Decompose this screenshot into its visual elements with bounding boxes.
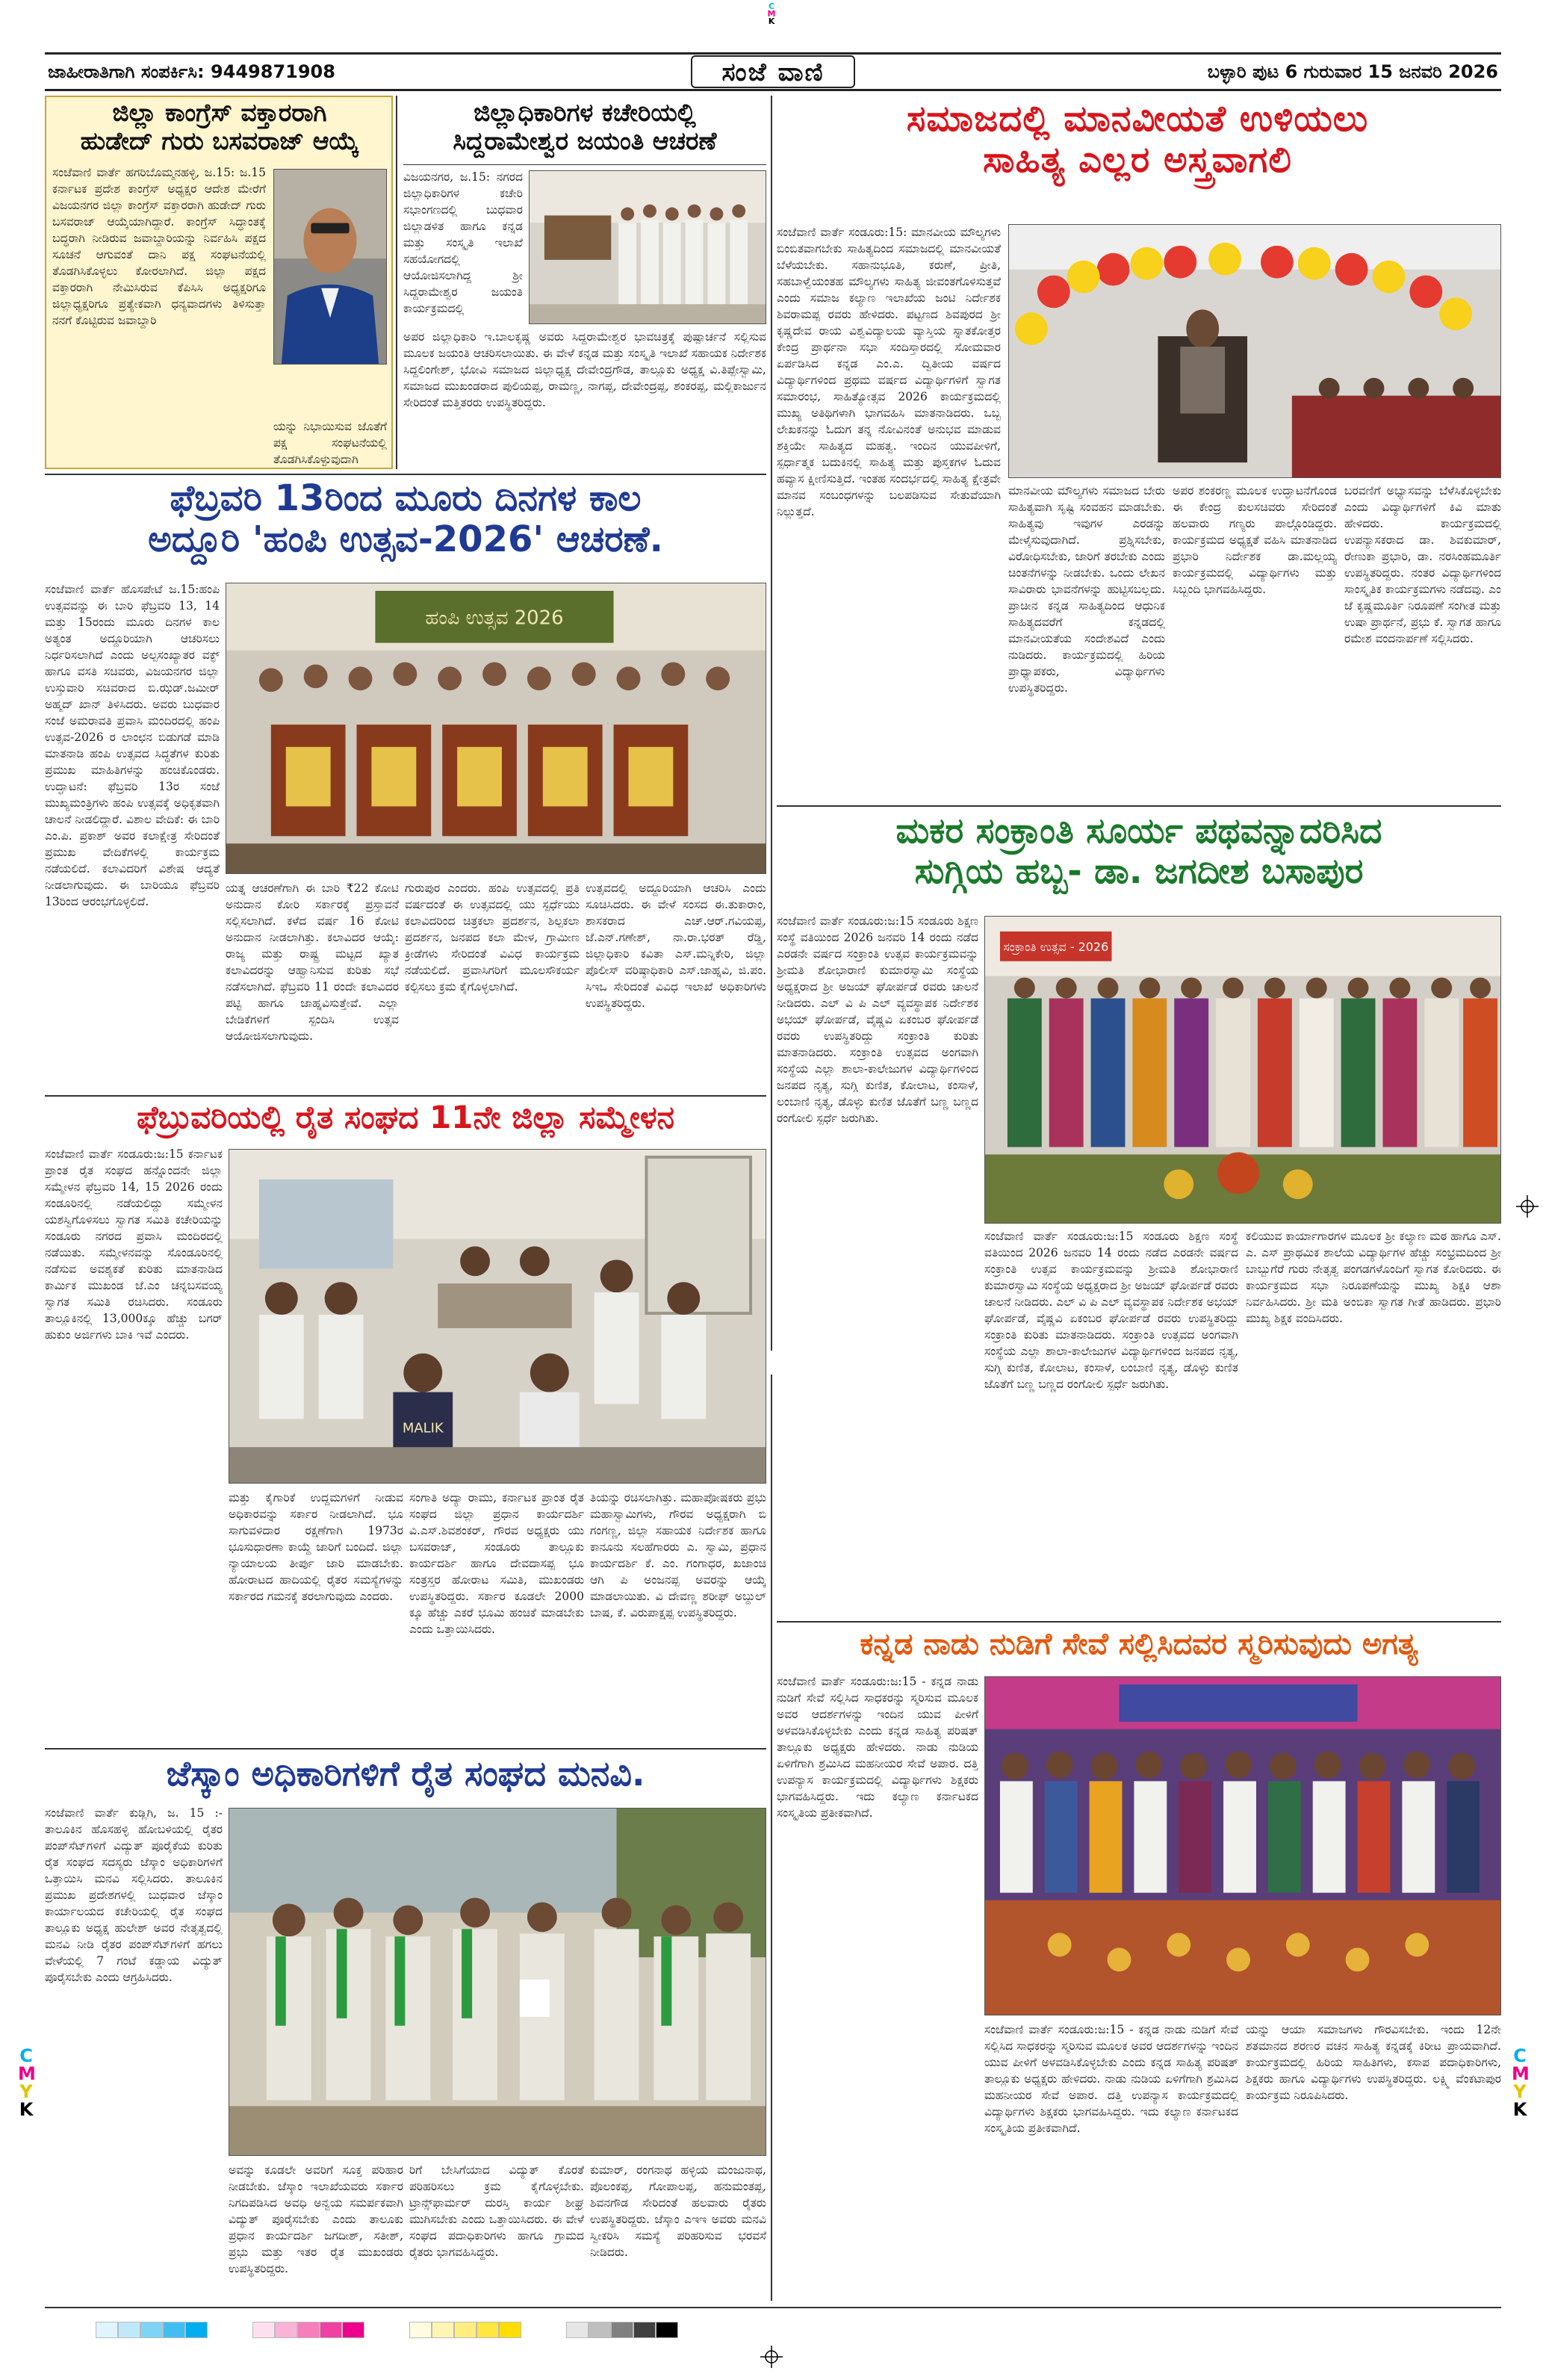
a6-col-mid2: ಸಂಗಾತಿ ಅದ್ಯಾ ರಾಮು, ಕರ್ನಾಟಕ ಪ್ರಾಂತ ರೈತ ಸಂಘದ ಜಿಲ್ಲಾ ಪ್ರಧಾನ ಕಾರ್ಯದರ್ಶಿ ವಿ.ಎಸ್.ಶಿವಶಂಕರ್, ಗೌರವ ಅಧ್ಯಕ್ಷರು ಯು ಬಸವರಾಜ್, ಸಂಡೂರು ತಾಲ್ಲೂಕು ಕಾರ್ಯದರ್ಶಿ ಹಾಗೂ ದೇವದಾಸಪ್ಪ ಭೂ ಸಂತ್ರಸ್ತರ ಹೋರಾಟ ಸಮಿತಿ, ಮುಖಂಡರು ಉಪಸ್ಥಿತರಿದ್ದರು. ಸರ್ಕಾರ ಕೂಡಲೇ 2000 ಕ್ಕೂ ಹೆಚ್ಚು ಎಕರೆ ಭೂಮಿ ಹಂಚಿಕೆ ಮಾಡಬೇಕು ಎಂದು ಒತ್ತಾಯಿಸಿದರು. bbox=[409, 1491, 584, 1636]
a1-portrait-photo bbox=[273, 169, 387, 365]
cmyk-right-y: Y bbox=[1513, 2081, 1527, 2102]
a4-col-mid2: ಗುರುಪುರ ಎಂದರು. ಹಂಪಿ ಉತ್ಸವದಲ್ಲಿ ಪ್ರತಿ ವರ್ಷದಂತೆ ಈ ಉತ್ಸವದಲ್ಲಿ ಯು ಸ್ಪರ್ಧೆಯು ಕಲಾವಿದರಿಂದ ಚಿತ್ರಕಲಾ ಪ್ರದರ್ಶನ, ಶಿಲ್ಪಕಲಾ ಪ್ರದರ್ಶನ, ಜನಪದ ಕಲಾ ಮೇಳ, ಗ್ರಾಮೀಣ ಕ್ರೀಡೆಗಳು ಸೇರಿದಂತೆ ವಿವಿಧ ಕಾರ್ಯಕ್ರಮ ನಡೆಯಲಿದೆ. ಪ್ರವಾಸಿಗರಿಗೆ ಮೂಲಸೌಕರ್ಯ ಕಲ್ಪಿಸಲು ಕ್ರಮ ಕೈಗೊಳ್ಳಲಾಗಿದೆ. bbox=[405, 881, 580, 994]
column-rule bbox=[771, 1375, 772, 2301]
ad-contact-line: ಜಾಹೀರಾತಿಗಾಗಿ ಸಂಪರ್ಕಿಸಿ: 9449871908 bbox=[48, 61, 335, 82]
hampi-banner-text: ಹಂಪಿ ಉತ್ಸವ 2026 bbox=[425, 607, 564, 630]
color-calibration-strip bbox=[96, 2322, 678, 2338]
a5-top-rule bbox=[777, 805, 1501, 807]
a4-headline bbox=[45, 478, 766, 560]
swatch-yellow-75 bbox=[476, 2322, 499, 2338]
a8-col-mid: ಅವನ್ನು ಕೂಡಲೇ ಅವರಿಗೆ ಸೂಕ್ತ ಪರಿಹಾರ ನೀಡಬೇಕು. ಜೆಸ್ಕಾಂ ಇಲಾಖೆಯವರು ಸರ್ಕಾರ ನಿಗದಿಪಡಿಸಿದ ಅವಧಿ ಅನ್ವಯ ಸಮರ್ಪಕವಾಗಿ ವಿದ್ಯುತ್ ಪೂರೈಸಬೇಕು ಎಂದು ತಾಲೂಕು ಪ್ರಧಾನ ಕಾರ್ಯದರ್ಶಿ ಜಗದೀಶ್, ಸತೀಶ್, ಪ್ರಭು ಮತ್ತು ಇತರ ರೈತ ಮುಖಂಡರು ಉಪಸ್ಥಿತರಿದ್ದರು. bbox=[229, 2163, 403, 2275]
a2-body-full: ಅಪರ ಜಿಲ್ಲಾಧಿಕಾರಿ ಇ.ಬಾಲಕೃಷ್ಣ ಅವರು ಸಿದ್ದರಾಮೇಶ್ವರ ಭಾವಚಿತ್ರಕ್ಕೆ ಪುಷ್ಪಾರ್ಚನೆ ಸಲ್ಲಿಸುವ ಮೂಲಕ ಜಯಂತಿ ಆಚರಿಸಲಾಯಿತು. ಈ ವೇಳೆ ಕನ್ನಡ ಮತ್ತು ಸಂಸ್ಕೃತಿ ಇಲಾಖೆ ಸಹಾಯಕ ನಿರ್ದೇಶಕ ಸಿದ್ದಲಿಂಗೇಶ್, ಭೋವಿ ಸಮಾಜದ ಜಿಲ್ಲಾಧ್ಯಕ್ಷ ದೇವೇಂದ್ರಗೌಡ, ತಾಲ್ಲೂಕು ಅಧ್ಯಕ್ಷ ವಿ.ತಿಪ್ಪೇಸ್ವಾಮಿ, ಸಮಾಜದ ಮುಖಂಡರಾದ ಪುಲಿಯಪ್ಪ, ರಾಮಣ್ಣ, ನಾಗಪ್ಪ, ದೇವೇಂದ್ರಪ್ಪ, ಶಂಕರಪ್ಪ, ಮಲ್ಲಿಕಾರ್ಜುನ ಸೇರಿದಂತೆ ಮತ್ತಿತರರು ಉಪಸ್ಥಿತರಿದ್ದರು. bbox=[403, 330, 766, 409]
swatch-magenta-25 bbox=[275, 2322, 297, 2338]
cmyk-right-marker bbox=[1512, 2047, 1528, 2119]
swatch-magenta-10 bbox=[252, 2322, 275, 2338]
a6-meeting-photo bbox=[229, 1149, 766, 1484]
newspaper-brand: ಸಂಜೆ ವಾಣಿ bbox=[691, 55, 855, 88]
swatch-yellow-100 bbox=[499, 2322, 521, 2338]
masthead bbox=[45, 52, 1501, 91]
a4-event-photo bbox=[226, 583, 766, 874]
dateline: ಬಳ್ಳಾರಿ ಪುಟ 6 ಗುರುವಾರ 15 ಜನವರಿ 2026 bbox=[1207, 61, 1498, 82]
reg-c: C bbox=[768, 1, 775, 11]
page-bottom-rule bbox=[45, 2307, 1501, 2308]
a7-col-mid: ಸಂಜೆವಾಣಿ ವಾರ್ತೆ ಸಂಡೂರು:ಜ:15 - ಕನ್ನಡ ನಾಡು ನುಡಿಗೆ ಸೇವೆ ಸಲ್ಲಿಸಿದ ಸಾಧಕರನ್ನು ಸ್ಮರಿಸುವ ಮೂಲಕ ಅವರ ಆದರ್ಶಗಳನ್ನು ಇಂದಿನ ಯುವ ಪೀಳಿಗೆ ಅಳವಡಿಸಿಕೊಳ್ಳಬೇಕು ಎಂದು ಕನ್ನಡ ಸಾಹಿತ್ಯ ಪರಿಷತ್ ತಾಲ್ಲೂಕು ಅಧ್ಯಕ್ಷರು ಹೇಳಿದರು. ನಾಡು ನುಡಿಯ ಏಳಿಗೆಗಾಗಿ ಶ್ರಮಿಸಿದ ಮಹನೀಯರ ಸೇವೆ ಅಪಾರ. ದತ್ತಿ ಉಪನ್ಯಾಸ ಕಾರ್ಯಕ್ರಮದಲ್ಲಿ ವಿದ್ಯಾರ್ಥಿಗಳು ಶಿಕ್ಷಕರು ಭಾಗವಹಿಸಿದ್ದರು. ಇದು ಕಲ್ಯಾಣ ಕರ್ನಾಟಕದ ಸಂಸ್ಕೃತಿಯ ಪ್ರತೀಕವಾಗಿದೆ. bbox=[984, 2023, 1238, 2135]
swatch-black-10 bbox=[566, 2322, 589, 2338]
cmyk-left-y: Y bbox=[19, 2081, 33, 2102]
cmyk-right-c: C bbox=[1513, 2045, 1527, 2066]
reg-m: M bbox=[767, 9, 776, 19]
swatch-magenta-50 bbox=[297, 2322, 320, 2338]
a6-col-left: ಸಂಜೆವಾಣಿ ವಾರ್ತೆ ಸಂಡೂರು:ಜ:15 ಕರ್ನಾಟಕ ಪ್ರಾಂತ ರೈತ ಸಂಘದ ಹನ್ನೊಂದನೇ ಜಿಲ್ಲಾ ಸಮ್ಮೇಳನ ಫೆಬ್ರವರಿ 14, 15 2026 ರಂದು ಸಂಡೂರಿನಲ್ಲಿ ನಡೆಯಲಿದ್ದು ಸಮ್ಮೇಳನ ಯಶಸ್ವಿಗೊಳಿಸಲು ಸ್ವಾಗತ ಸಮಿತಿ ಕಚೇರಿಯನ್ನು ಸಂಡೂರು ನಗರದ ಪ್ರವಾಸಿ ಮಂದಿರದಲ್ಲಿ ನಡೆಯಿತು. ಸಮ್ಮೇಳನವನ್ನು ಸೊಂಡೂರಿನಲ್ಲಿ ನಡೆಸುವ ಅವಶ್ಯಕತೆ ಕುರಿತು ಮಾತನಾಡಿದ ಕಾರ್ಮಿಕ ಮುಖಂಡ ಜೆ.ಎಂ ಚನ್ನಬಸವಯ್ಯ ಸ್ವಾಗತ ಸಮಿತಿ ರಚಿಸಿದರು. ಸಂಡೂರು ತಾಲ್ಲೂಕಿನಲ್ಲಿ 13,000ಕ್ಕೂ ಹೆಚ್ಚು ಬಗರ್ ಹುಕುಂ ಅರ್ಜಿಗಳು ಬಾಕಿ ಇವೆ ಎಂದರು. bbox=[45, 1147, 223, 1342]
cmyk-left-k: K bbox=[19, 2099, 34, 2120]
a6-headline: ಫೆಬ್ರುವರಿಯಲ್ಲಿ ರೈತ ಸಂಘದ 11ನೇ ಜಿಲ್ಲಾ ಸಮ್ಮೇಳನ bbox=[136, 1099, 675, 1135]
a5-col-left: ಸಂಜೆವಾಣಿ ವಾರ್ತೆ ಸಂಡೂರು:ಜ:15 ಸಂಡೂರು ಶಿಕ್ಷಣ ಸಂಸ್ಥೆ ವತಿಯಿಂದ 2026 ಜನವರಿ 14 ರಂದು ನಡೆದ ಎರಡನೇ ವರ್ಷದ ಸಂಕ್ರಾಂತಿ ಉತ್ಸವ ಕಾರ್ಯಕ್ರಮವನ್ನು ಶ್ರೀಮತಿ ಶೋಭಾರಾಣಿ ಕುಮಾರಸ್ವಾಮಿ ಸಂಸ್ಥೆಯ ಅಧ್ಯಕ್ಷರಾದ ಶ್ರೀ ಅಜಯ್ ಘೋರ್ಪಡೆ ರವರು ಚಾಲನೆ ನೀಡಿದರು. ಎಲ್ ವಿ ಪಿ ಎಲ್ ವ್ಯವಸ್ಥಾಪಕ ನಿರ್ದೇಶಕ ಅಭಯ್ ಘೋರ್ಪಡೆ, ವೈಷ್ಣವಿ ಏಕಂಬರ ಘೋರ್ಪಡೆ ರವರು ಉಪಸ್ಥಿತರಿದ್ದು ಸಂಕ್ರಾಂತಿ ಕುರಿತು ಮಾತನಾಡಿದರು. ಸಂಕ್ರಾಂತಿ ಉತ್ಸವದ ಅಂಗವಾಗಿ ಸಂಸ್ಥೆಯ ಎಲ್ಲಾ ಶಾಲಾ-ಕಾಲೇಜುಗಳ ವಿದ್ಯಾರ್ಥಿಗಳಿಂದ ಜನಪದ ನೃತ್ಯ, ಸುಗ್ಗಿ ಕುಣಿತ, ಕೋಲಾಟ, ಕಂಸಾಳೆ, ಲಂಬಾಣಿ ನೃತ್ಯ, ಡೊಳ್ಳು ಕುಣಿತ ಜೊತೆಗೆ ಬಣ್ಣ ಬಣ್ಣದ ರಂಗೋಲಿ ಸ್ಪರ್ಧೆ ಜರುಗಿತು. bbox=[777, 914, 978, 1125]
a3-col1: ಸಂಜೆವಾಣಿ ವಾರ್ತೆ ಸಂಡೂರು:15: ಮಾನವೀಯ ಮೌಲ್ಯಗಳು ಬಿಂಬಿತವಾಗಬೇಕು ಸಾಹಿತ್ಯದಿಂದ ಸಮಾಜದಲ್ಲಿ ಮಾನವೀಯತೆ ಬೆಳೆಯಬೇಕು. ಸಹಾನುಭೂತಿ, ಕರುಣೆ, ಪ್ರೀತಿ, ಸಹಬಾಳ್ವೆಯಂತಹ ಮೌಲ್ಯಗಳು ಸಾಹಿತ್ಯ ಜೀವಂತಗೊಳಿಸುತ್ತವೆ ಎಂದು ಸಮಾಜ ಕಲ್ಯಾಣ ಇಲಾಖೆಯ ಜಂಟಿ ನಿರ್ದೇಶಕ ಶಿವರಾಮಪ್ಪ ರವರು ಹೇಳಿದರು. ಪಟ್ಟಣದ ಶಿವಪುರದ ಶ್ರೀ ಕೃಷ್ಣದೇವ ರಾಯ ವಿಶ್ವವಿದ್ಯಾಲಯ ವ್ಯಾಸ್ತಿಯ ಸ್ನಾತಕೋತ್ತರ ಕೇಂದ್ರ ಪ್ರಾರ್ಥನಾ ಸಭಾ ಸಂದಿಸ್ತಾರದಲ್ಲಿ ಸೋಮವಾರ ಏರ್ಪಡಿಸಿದ ಕನ್ನಡ ಎಂ.ಎ. ದ್ವಿತೀಯ ವರ್ಷದ ವಿದ್ಯಾರ್ಥಿಗಳಿಂದ ಪ್ರಥಮ ವರ್ಷದ ವಿದ್ಯಾರ್ಥಿಗಳಿಗೆ ಸ್ವಾಗತ ಸಮಾರಂಭ, ಸಾಹಿತ್ಯೋತ್ಸವ 2026 ಕಾರ್ಯಕ್ರಮದಲ್ಲಿ ಮುಖ್ಯ ಅತಿಥಿಗಳಾಗಿ ಭಾಗವಹಿಸಿ ಮಾತನಾಡಿದರು. ಒಬ್ಬ ಲೇಖಕನನ್ನು ಓದುಗ ತನ್ನ ನೋವಿನಂತೆ ಅನುಭವ ಮಾಡುವ ಶಕ್ತಿಯೇ ಸಾಹಿತ್ಯದ ಮಹತ್ವ. ಇಂದಿನ ಯುವಪೀಳಿಗೆ, ಸ್ಪರ್ಧಾತ್ಮಕ ಬದುಕಿನಲ್ಲಿ ಸಾಹಿತ್ಯ ಮತ್ತು ಪುಸ್ತಕಗಳ ಓದುವ ಹವ್ಯಾಸ ಕ್ಷೀಣಿಸುತ್ತಿದೆ. ಇಂತಹ ಸಂದರ್ಭದಲ್ಲಿ ಸಾಹಿತ್ಯ ಕ್ಷೇತ್ರವೇ ಮಾನವ ಸಂಬಂಧಗಳನ್ನು ಬಲಪಡಿಸುವ ಸೇತುವೆಯಾಗಿ ನಿಲ್ಲುತ್ತದೆ. bbox=[777, 226, 1001, 518]
a3-headline bbox=[777, 99, 1498, 181]
a4-headline-line2: ಅದ್ದೂರಿ 'ಹಂಪಿ ಉತ್ಸವ-2026' ಆಚರಣೆ. bbox=[148, 518, 663, 561]
swatch-cyan-75 bbox=[163, 2322, 185, 2338]
a8-headline: ಜೆಸ್ಕಾಂ ಅಧಿಕಾರಿಗಳಿಗೆ ರೈತ ಸಂಘದ ಮನವಿ. bbox=[166, 1753, 645, 1794]
column-rule bbox=[396, 96, 397, 469]
a8-col-mid2: ರಿಗೆ ಬೇಸಿಗೆಯಾದ ವಿದ್ಯುತ್ ಕೊರತೆ ಪರಿಹರಿಸಲು ಕ್ರಮ ಕೈಗೊಳ್ಳಬೇಕು. ಟ್ರಾನ್ಸ್‌ಫಾರ್ಮರ್ ದುರಸ್ತಿ ಕಾರ್ಯ ಶೀಘ್ರ ಮುಗಿಸಬೇಕು ಎಂದು ಒತ್ತಾಯಿಸಿದರು. ಈ ವೇಳೆ ಸಂಘದ ಪದಾಧಿಕಾರಿಗಳು ಹಾಗೂ ಗ್ರಾಮದ ರೈತರು ಭಾಗವಹಿಸಿದ್ದರು. bbox=[409, 2163, 584, 2259]
swatch-cyan-25 bbox=[118, 2322, 140, 2338]
raitha-shirt-text: MALIK bbox=[402, 1420, 444, 1437]
swatch-black-100 bbox=[656, 2322, 678, 2338]
a4-col-mid: ಯತ್ನ ಆಚರಣೆಗಾಗಿ ಈ ಬಾರಿ ₹22 ಕೋಟಿ ಅನುದಾನ ಕೋರಿ ಸರ್ಕಾರಕ್ಕೆ ಪ್ರಸ್ತಾವನೆ ಸಲ್ಲಿಸಲಾಗಿದೆ. ಕಳೆದ ವರ್ಷ 16 ಕೋಟಿ ಅನುದಾನ ನೀಡಲಾಗಿತ್ತು. ಕಲಾವಿದರ ಆಯ್ಕೆ: ರಾಜ್ಯ ಮತ್ತು ರಾಷ್ಟ್ರ ಮಟ್ಟದ ಖ್ಯಾತ ಕಲಾವಿದರನ್ನು ಆಹ್ವಾನಿಸುವ ಕುರಿತು ಸಭೆ ನಡೆಸಲಾಗಿದೆ. ಫೆಬ್ರವರಿ 11 ರಂದೇ ಕಲಾವಿದರ ಪಟ್ಟಿ ಹಾಗೂ ಜಾಹ್ನವಿಸುತ್ತೇವೆ. ಎಲ್ಲಾ ಬೇಡಿಕೆಗಳಿಗೆ ಸ್ಪಂದಿಸಿ ಉತ್ಸವ ಆಯೋಜಿಸಲಾಗುವುದು. bbox=[226, 881, 399, 1043]
a3-col4: ಬರವಣಿಗೆ ಅಭ್ಯಾಸವನ್ನು ಬೆಳೆಸಿಕೊಳ್ಳಬೇಕು ಎಂದು ವಿದ್ಯಾರ್ಥಿಗಳಿಗೆ ಕಿವಿ ಮಾತು ಹೇಳಿದರು. ಕಾರ್ಯಕ್ರಮದಲ್ಲಿ ಉಪನ್ಯಾಸಕರಾದ ಡಾ. ಶಿವಕುಮಾರ್, ರೇಣುಕಾ ಪ್ರಭಾರಿ, ಡಾ. ನರಸಿಂಹಮೂರ್ತಿ ಉಪಸ್ಥಿತರಿದ್ದರು. ನಂತರ ವಿದ್ಯಾರ್ಥಿಗಳಿಂದ ಸಾಂಸ್ಕೃತಿಕ ಕಾರ್ಯಕ್ರಮಗಳು ನಡೆದವು. ಎಂ ಜೆ ಕೃಷ್ಣಮೂರ್ತಿ ನಿರೂಪಣೆ ಸಂಗೀತ ಮತ್ತು ಉಷಾ ಪ್ರಾರ್ಥನೆ, ಪ್ರಭು ಕೆ. ಸ್ವಾಗತ ಹಾಗೂ ರಮೇಶ ವಂದನಾರ್ಪಣೆ ಸಲ್ಲಿಸಿದರು. bbox=[1344, 484, 1501, 645]
swatch-magenta-100 bbox=[342, 2322, 364, 2338]
swatch-yellow-10 bbox=[409, 2322, 432, 2338]
a4-col-left: ಸಂಜೆವಾಣಿ ವಾರ್ತೆ ಹೊಸಪೇಟೆ ಜ.15:ಹಂಪಿ ಉತ್ಸವವನ್ನು ಈ ಬಾರಿ ಫೆಬ್ರವರಿ 13, 14 ಮತ್ತು 15ರಂದು ಮೂರು ದಿನಗಳ ಕಾಲ ಅತ್ಯಂತ ಅದ್ದೂರಿಯಾಗಿ ಆಚರಿಸಲು ನಿರ್ಧರಿಸಲಾಗಿದೆ ಎಂದು ಅಲ್ಪಸಂಖ್ಯಾತರ ವಕ್ಫ್ ಹಾಗೂ ವಸತಿ ಸಚಿವರು, ವಿಜಯನಗರ ಜಿಲ್ಲಾ ಉಸ್ತುವಾರಿ ಸಚಿವರಾದ ಬಿ.ಝಡ್.ಜಮೀರ್ ಅಹ್ಮದ್ ಖಾನ್ ತಿಳಿಸಿದರು. ಅವರು ಬುಧವಾರ ಸಂಜೆ ಅಮರಾವತಿ ಪ್ರವಾಸಿ ಮಂದಿರದಲ್ಲಿ ಹಂಪಿ ಉತ್ಸವ-2026 ರ ಲಾಂಛನ ಬಿಡುಗಡೆ ಮಾಡಿ ಮಾತನಾಡಿ ಹಂಪಿ ಉತ್ಸವದ ಸಿದ್ಧತೆಗಳ ಕುರಿತು ಪ್ರಮುಖ ಮಾಹಿತಿಗಳನ್ನು ಹಂಚಿಕೊಂಡರು. ಉದ್ಘಾಟನೆ: ಫೆಬ್ರವರಿ 13ರ ಸಂಜೆ ಮುಖ್ಯಮಂತ್ರಿಗಳು ಹಂಪಿ ಉತ್ಸವಕ್ಕೆ ಅಧಿಕೃತವಾಗಿ ಚಾಲನೆ ನೀಡಲಿದ್ದಾರೆ. ವಿಶಾಲ ವೇದಿಕೆ: ಈ ಬಾರಿ ಎಂ.ಪಿ. ಪ್ರಕಾಶ್ ಅವರ ಕಲಾಕ್ಷೇತ್ರ ಸೇರಿದಂತೆ ಪ್ರಮುಖ ವೇದಿಕೆಗಳಲ್ಲಿ ಕಾರ್ಯಕ್ರಮ ನಡೆಯಲಿದೆ. ಕಲಾವಿದರಿಗೆ ವಿಶೇಷ ಆದ್ಯತೆ ನೀಡಲಾಗುವುದು. ಈ ಬಾರಿಯೂ ಫೆಬ್ರವರಿ 13ರಿಂದ ಆರಂಭಗೊಳ್ಳಲಿದೆ. bbox=[45, 583, 220, 908]
a6-col-mid: ಮತ್ತು ಕೈಗಾರಿಕೆ ಉದ್ದಮಗಳಿಗೆ ನೀಡುವ ಅಧಿಕಾರವನ್ನು ಸರ್ಕಾರ ನೀಡಲಾಗಿದೆ. ಭೂ ಸಾಗುವಳಿದಾರ ರಕ್ಷಣೆಗಾಗಿ 1973ರ ಭೂಸುಧಾರಣಾ ಕಾಯ್ದೆ ಜಾರಿಗೆ ಬಂದಿದೆ. ಜಿಲ್ಲಾ ನ್ಯಾಯಾಲಯ ತೀರ್ಪು ಜಾರಿ ಮಾಡಬೇಕು. ಹೋರಾಟದ ಹಾದಿಯಲ್ಲಿ ರೈತರ ಸಮಸ್ಯೆಗಳನ್ನು ಸರ್ಕಾರದ ಗಮನಕ್ಕೆ ತರಲಾಗುವುದು ಎಂದರು. bbox=[229, 1491, 403, 1603]
a3-headline-line1: ಸಮಾಜದಲ್ಲಿ ಮಾನವೀಯತೆ ಉಳಿಯಲು bbox=[906, 98, 1369, 140]
a1-headline bbox=[49, 99, 390, 155]
a5-col-right: ಕಲಿಯುವ ಕಾರ್ಯಾಗಾರಗಳ ಮೂಲಕ ಶ್ರೀ ಕಲ್ಯಾಣ ಮಠ ಹಾಗೂ ಎಸ್. ಎ. ಎಸ್ ಪ್ರಾಥಮಿಕ ಶಾಲೆಯ ವಿದ್ಯಾರ್ಥಿಗಳ ಹೆಚ್ಚು ಸಂಭ್ರಮದಿಂದ ಶ್ರೀ ಬಾಬ್ಬುಗೆರೆ ಗುರು ನೇತೃತ್ವ ಪಂಗಡಗಳೊಂದಿಗೆ ಸ್ವಾಗತ ಕೋರಿದರು. ಈ ಕಾರ್ಯಕ್ರಮದ ಸಭಾ ನಿರೂಪಣೆಯನ್ನು ಮುಖ್ಯ ಶಿಕ್ಷಕಿ ಆಶಾ ನಿರ್ವಹಿಸಿದರು. ಶ್ರೀ ಮತಿ ಅಂಬಿಕಾ ಸ್ವಾಗತ ಗೀತೆ ಹಾಡಿದರು. ಪ್ರಭಾರಿ ಮುಖ್ಯ ಶಿಕ್ಷಕ ವಂದಿಸಿದರು. bbox=[1246, 1230, 1501, 1325]
a2-headline bbox=[403, 99, 766, 155]
registration-mark-top bbox=[759, 3, 784, 25]
a4-headline-line1: ಫೆಬ್ರವರಿ 13ರಿಂದ ಮೂರು ದಿನಗಳ ಕಾಲ bbox=[170, 477, 642, 519]
a1-headline-line1: ಜಿಲ್ಲಾ ಕಾಂಗ್ರೆಸ್ ವಕ್ತಾರರಾಗಿ bbox=[112, 98, 327, 127]
a3-event-photo bbox=[1008, 224, 1501, 478]
a7-headline: ಕನ್ನಡ ನಾಡು ನುಡಿಗೆ ಸೇವೆ ಸಲ್ಲಿಸಿದವರ ಸ್ಮರಿಸುವುದು ಅಗತ್ಯ bbox=[860, 1627, 1418, 1661]
cmyk-left-marker bbox=[18, 2047, 34, 2119]
a6-col-right: ತಿಯನ್ನು ರಚಿಸಲಾಗಿತ್ತು. ಮಹಾಪೋಷಕರು ಪ್ರಭು ಮಹಾಸ್ವಾಮಿಗಳು, ಗೌರವ ಅಧ್ಯಕ್ಷರಾಗಿ ಬಿ ಗಂಗಣ್ಣ, ಜಿಲ್ಲಾ ಸಹಾಯಕ ನಿರ್ದೇಶಕ ಹಾಗೂ ಕಾನೂನು ಸಲಹೆಗಾರರು ಎ. ಸ್ವಾಮಿ, ಪ್ರಧಾನ ಕಾರ್ಯದರ್ಶಿ ಕೆ. ಎಂ. ಗಂಗಾಧರ, ಖಜಾಂಚಿ ಆಗಿ ಪಿ ಅಂಜನಪ್ಪ ಅವರನ್ನು ಆಯ್ಕೆ ಮಾಡಲಾಯಿತು. ವಿ ದೇವಣ್ಣ ಶರೀಫ್ ಅಬ್ದುಲ್ ಬಾಷ, ಕೆ. ವಿರುಪಾಕ್ಷಪ್ಪ ಉಪಸ್ಥಿತರಿದ್ದರು. bbox=[590, 1491, 766, 1620]
swatch-cyan-100 bbox=[185, 2322, 208, 2338]
a8-col-right: ಕುಮಾರ್, ರಂಗನಾಥ ಹಳ್ಳಿಯ ಮಂಜುನಾಥ, ಪೊಲಂಕಪ್ಪ, ಗೋಪಾಲಪ್ಪ, ಹನುಮಂತಪ್ಪ, ಶಿವನಗೌಡ ಸೇರಿದಂತೆ ಹಲವಾರು ರೈತರು ಉಪಸ್ಥಿತರಿದ್ದರು. ಜೆಸ್ಕಾಂ ಎಇಇ ಅವರು ಮನವಿ ಸ್ವೀಕರಿಸಿ ಸಮಸ್ಯೆ ಪರಿಹರಿಸುವ ಭರವಸೆ ನೀಡಿದರು. bbox=[590, 2163, 766, 2259]
a8-event-photo bbox=[229, 1808, 766, 2156]
reg-k: K bbox=[768, 16, 775, 26]
a3-col2: ಮಾನವೀಯ ಮೌಲ್ಯಗಳು ಸಮಾಜದ ಬೇರು ಸಾಹಿತ್ಯವಾಗಿ ಸೃಷ್ಟಿ ಸಂವಹನ ಮಾಡಬೇಕು. ಸಾಹಿತ್ಯವು ಇವುಗಳ ಎರಡನ್ನು ಮೇಳೈಸುವುದಾಗಿದೆ. ಪ್ರಶ್ನಿಸಬೇಕು, ವಿರೋಧಿಸಬೇಕು, ಜಾರಿಗೆ ತರಬೇಕು ಎಂದು ಚಿಂತನೆಗಳನ್ನು ನೀಡಬೇಕು. ಒಂದು ಲೇಖನ ಸಾವಿರಾರು ಭಾವನೆಗಳನ್ನು ಹುಟ್ಟಿಸಬಲ್ಲದು. ಪ್ರಾಚೀನ ಕನ್ನಡ ಸಾಹಿತ್ಯದಿಂದ ಆಧುನಿಕ ಸಾಹಿತ್ಯದವರೆಗೆ ಕನ್ನಡದಲ್ಲಿ ಮಾನವೀಯತೆಯ ಸಂದೇಶವಿದೆ ಎಂದು ನುಡಿದರು. ಕಾರ್ಯಕ್ರಮದಲ್ಲಿ ಹಿರಿಯ ಪ್ರಾಧ್ಯಾಪಕರು, ವಿದ್ಯಾರ್ಥಿಗಳು ಉಪಸ್ಥಿತರಿದ್ದರು. bbox=[1008, 484, 1165, 695]
swatch-magenta-75 bbox=[320, 2322, 342, 2338]
a3-col3: ಅಪರ ಶಂಕರಣ್ಣ ಮೂಲಕ ಉದ್ಘಾಟನೆಗೊಂಡ ಈ ಕೇಂದ್ರ ಕುಲಸಚಿವರು ಸೇರಿದಂತೆ ಹಲವಾರು ಗಣ್ಯರು ಪಾಲ್ಗೊಂಡಿದ್ದರು. ಕಾರ್ಯಕ್ರಮದ ಅಧ್ಯಕ್ಷತೆ ವಹಿಸಿ ಮಾತನಾಡಿದ ಪ್ರಭಾರಿ ನಿರ್ದೇಶಕ ಡಾ.ಮಲ್ಲಯ್ಯ ಕಾರ್ಯಕ್ರಮದಲ್ಲಿ ವಿದ್ಯಾರ್ಥಿಗಳು ಮತ್ತು ಸಿಬ್ಬಂದಿ ಭಾಗವಹಿಸಿದ್ದರು. bbox=[1173, 484, 1337, 596]
registration-crosshair-icon bbox=[1516, 1195, 1539, 1218]
a1-headline-line2: ಹುಡೇದ್ ಗುರು ಬಸವರಾಜ್ ಆಯ್ಕೆ bbox=[80, 125, 359, 155]
sankranti-banner-text: ಸಂಕ್ರಾಂತಿ ಉತ್ಸವ - 2026 bbox=[1003, 939, 1109, 954]
swatch-black-25 bbox=[589, 2322, 611, 2338]
a5-col-mid: ಸಂಜೆವಾಣಿ ವಾರ್ತೆ ಸಂಡೂರು:ಜ:15 ಸಂಡೂರು ಶಿಕ್ಷಣ ಸಂಸ್ಥೆ ವತಿಯಿಂದ 2026 ಜನವರಿ 14 ರಂದು ನಡೆದ ಎರಡನೇ ವರ್ಷದ ಸಂಕ್ರಾಂತಿ ಉತ್ಸವ ಕಾರ್ಯಕ್ರಮವನ್ನು ಶ್ರೀಮತಿ ಶೋಭಾರಾಣಿ ಕುಮಾರಸ್ವಾಮಿ ಸಂಸ್ಥೆಯ ಅಧ್ಯಕ್ಷರಾದ ಶ್ರೀ ಅಜಯ್ ಘೋರ್ಪಡೆ ರವರು ಚಾಲನೆ ನೀಡಿದರು. ಎಲ್ ವಿ ಪಿ ಎಲ್ ವ್ಯವಸ್ಥಾಪಕ ನಿರ್ದೇಶಕ ಅಭಯ್ ಘೋರ್ಪಡೆ, ವೈಷ್ಣವಿ ಏಕಂಬರ ಘೋರ್ಪಡೆ ರವರು ಉಪಸ್ಥಿತರಿದ್ದು ಸಂಕ್ರಾಂತಿ ಕುರಿತು ಮಾತನಾಡಿದರು. ಸಂಕ್ರಾಂತಿ ಉತ್ಸವದ ಅಂಗವಾಗಿ ಸಂಸ್ಥೆಯ ಎಲ್ಲಾ ಶಾಲಾ-ಕಾಲೇಜುಗಳ ವಿದ್ಯಾರ್ಥಿಗಳಿಂದ ಜನಪದ ನೃತ್ಯ, ಸುಗ್ಗಿ ಕುಣಿತ, ಕೋಲಾಟ, ಕಂಸಾಳೆ, ಲಂಬಾಣಿ ನೃತ್ಯ, ಡೊಳ್ಳು ಕುಣಿತ ಜೊತೆಗೆ ಬಣ್ಣ ಬಣ್ಣದ ರಂಗೋಲಿ ಸ್ಪರ್ಧೆ ಜರುಗಿತು. bbox=[984, 1230, 1238, 1391]
a4-top-rule bbox=[45, 474, 766, 475]
swatch-black-50 bbox=[611, 2322, 633, 2338]
registration-crosshair-icon bbox=[760, 2346, 783, 2368]
cmyk-left-m: M bbox=[18, 2063, 36, 2084]
a4-col-right: ಉತ್ಸವದಲ್ಲಿ ಅದ್ದೂರಿಯಾಗಿ ಆಚರಿಸಿ ಎಂದು ಸೂಚಿಸಿದರು. ಈ ವೇಳೆ ಸಂಸದ ಈ.ತುಕಾರಾಂ, ಶಾಸಕರಾದ ಎಚ್.ಆರ್.ಗವಿಯಪ್ಪ, ಜೆ.ಎನ್.ಗಣೇಶ್, ನಾ.ರಾ.ಭರತ್ ರೆಡ್ಡಿ, ಜಿಲ್ಲಾಧಿಕಾರಿ ಕವಿತಾ ಎಸ್.ಮನ್ನಿಕೇರಿ, ಜಿಲ್ಲಾ ಪೊಲೀಸ್ ವರಿಷ್ಠಾಧಿಕಾರಿ ಎಸ್.ಜಾಹ್ನವಿ, ಜಿ.ಪಂ. ಸಿಇಒ ಸೇರಿದಂತೆ ವಿವಿಧ ಇಲಾಖೆ ಅಧಿಕಾರಿಗಳು ಉಪಸ್ಥಿತರಿದ್ದರು. bbox=[586, 881, 766, 1010]
a2-headline-line1: ಜಿಲ್ಲಾಧಿಕಾರಿಗಳ ಕಚೇರಿಯಲ್ಲಿ bbox=[474, 98, 696, 127]
swatch-yellow-50 bbox=[454, 2322, 476, 2338]
cmyk-right-m: M bbox=[1512, 2063, 1530, 2084]
a3-headline-line2: ಸಾಹಿತ್ಯ ಎಲ್ಲರ ಅಸ್ತ್ರವಾಗಲಿ bbox=[983, 139, 1292, 182]
a5-event-photo bbox=[984, 916, 1501, 1224]
a8-top-rule bbox=[45, 1748, 766, 1750]
a5-headline bbox=[777, 811, 1501, 892]
swatch-cyan-50 bbox=[140, 2322, 163, 2338]
swatch-cyan-10 bbox=[96, 2322, 118, 2338]
a7-col-left: ಸಂಜೆವಾಣಿ ವಾರ್ತೆ ಸಂಡೂರು:ಜ:15 - ಕನ್ನಡ ನಾಡು ನುಡಿಗೆ ಸೇವೆ ಸಲ್ಲಿಸಿದ ಸಾಧಕರನ್ನು ಸ್ಮರಿಸುವ ಮೂಲಕ ಅವರ ಆದರ್ಶಗಳನ್ನು ಇಂದಿನ ಯುವ ಪೀಳಿಗೆ ಅಳವಡಿಸಿಕೊಳ್ಳಬೇಕು ಎಂದು ಕನ್ನಡ ಸಾಹಿತ್ಯ ಪರಿಷತ್ ತಾಲ್ಲೂಕು ಅಧ್ಯಕ್ಷರು ಹೇಳಿದರು. ನಾಡು ನುಡಿಯ ಏಳಿಗೆಗಾಗಿ ಶ್ರಮಿಸಿದ ಮಹನೀಯರ ಸೇವೆ ಅಪಾರ. ದತ್ತಿ ಉಪನ್ಯಾಸ ಕಾರ್ಯಕ್ರಮದಲ್ಲಿ ವಿದ್ಯಾರ್ಥಿಗಳು ಶಿಕ್ಷಕರು ಭಾಗವಹಿಸಿದ್ದರು. ಇದು ಕಲ್ಯಾಣ ಕರ್ನಾಟಕದ ಸಂಸ್ಕೃತಿಯ ಪ್ರತೀಕವಾಗಿದೆ. bbox=[777, 1675, 978, 1820]
a2-headline-line2: ಸಿದ್ದರಾಮೇಶ್ವರ ಜಯಂತಿ ಆಚರಣೆ bbox=[453, 125, 717, 155]
a1-body-bottom: ಯನ್ನು ನಿಭಾಯಿಸುವ ಜೊತೆಗೆ ಪಕ್ಷ ಸಂಘಟನೆಯಲ್ಲಿ ತೊಡಗಿಸಿಕೊಳ್ಳುವುದಾಗಿ bbox=[273, 420, 387, 466]
a7-event-photo bbox=[984, 1676, 1501, 2015]
a8-col-left: ಸಂಜೆವಾಣಿ ವಾರ್ತೆ ಕುಡ್ಲಿಗಿ, ಜ. 15 :- ತಾಲೂಕಿನ ಹೊಸಹಳ್ಳಿ ಹೋಬಳಿಯಲ್ಲಿ ರೈತರ ಪಂಪ್‌ಸೆಟ್‌ಗಳಿಗೆ ವಿದ್ಯುತ್ ಪೂರೈಕೆಯ ಕುರಿತು ರೈತ ಸಂಘದ ಸದಸ್ಯರು ಜೆಸ್ಕಾಂ ಅಧಿಕಾರಿಗಳಿಗೆ ಒತ್ತಾಯಿಸಿ ಮನವಿ ಸಲ್ಲಿಸಿದರು. ತಾಲೂಕಿನ ಪ್ರಮುಖ ಪ್ರದೇಶಗಳಲ್ಲಿ ಬುಧವಾರ ಜೆಸ್ಕಾಂ ಕಾರ್ಯಾಲಯದ ಕಚೇರಿಯಲ್ಲಿ ರೈತ ಸಂಘದ ತಾಲ್ಲೂಕು ಅಧ್ಯಕ್ಷ ಹುಲೇಶ್ ಅವರ ನೇತೃತ್ವದಲ್ಲಿ ಮನವಿ ನೀಡಿ ರೈತರ ಪಂಪ್‌ಸೆಟ್‌ಗಳಿಗೆ ಹಗಲು ವೇಳೆಯಲ್ಲಿ 7 ಗಂಟೆ ಕಡ್ಡಾಯ ವಿದ್ಯುತ್ ಪೂರೈಸಬೇಕು ಎಂದು ಆಗ್ರಹಿಸಿದರು. bbox=[45, 1806, 223, 1984]
a2-body-left: ವಿಜಯನಗರ, ಜ.15: ನಗರದ ಜಿಲ್ಲಾಧಿಕಾರಿಗಳ ಕಚೇರಿ ಸಭಾಂಗಣದಲ್ಲಿ ಬುಧವಾರ ಜಿಲ್ಲಾಡಳಿತ ಹಾಗೂ ಕನ್ನಡ ಮತ್ತು ಸಂಸ್ಕೃತಿ ಇಲಾಖೆ ಸಹಯೋಗದಲ್ಲಿ ಆಯೋಜಿಸಲಾಗಿದ್ದ ಶ್ರೀ ಸಿದ್ದರಾಮೇಶ್ವರ ಜಯಂತಿ ಕಾರ್ಯಕ್ರಮದಲ್ಲಿ bbox=[403, 170, 523, 315]
a2-event-photo bbox=[529, 170, 766, 324]
a5-headline-line1: ಮಕರ ಸಂಕ್ರಾಂತಿ ಸೂರ್ಯ ಪಥವನ್ನಾದರಿಸಿದ bbox=[895, 811, 1382, 852]
cmyk-right-k: K bbox=[1512, 2099, 1527, 2120]
a5-headline-line2: ಸುಗ್ಗಿಯ ಹಬ್ಬ- ಡಾ. ಜಗದೀಶ ಬಸಾಪುರ bbox=[914, 851, 1364, 893]
a7-top-rule bbox=[777, 1621, 1501, 1623]
a7-col-right: ಯನ್ನು ಆಯಾ ಸಮಾಜಗಳು ಗೌರವಿಸಬೇಕು. ಇಂದು 12ನೇ ಶತಮಾನದ ಶರಣರ ವಚನ ಸಾಹಿತ್ಯ ಕನ್ನಡಕ್ಕೆ ಕಿರೀಟ ಪ್ರಾಯವಾಗಿದೆ. ಕಾರ್ಯಕ್ರಮದಲ್ಲಿ ಹಿರಿಯ ಸಾಹಿತಿಗಳು, ಕಸಾಪ ಪದಾಧಿಕಾರಿಗಳು, ಶಿಕ್ಷಕರು ಹಾಗೂ ವಿದ್ಯಾರ್ಥಿಗಳು ಉಪಸ್ಥಿತರಿದ್ದರು. ಲಕ್ಷ್ಮಿ ವೆಂಕಟಾಪುರ ಕಾರ್ಯಕ್ರಮ ನಿರೂಪಿಸಿದರು. bbox=[1246, 2023, 1501, 2102]
column-rule bbox=[771, 96, 772, 1351]
a1-body-top: ಸಂಜೆವಾಣಿ ವಾರ್ತೆ ಹಗರಿಬೊಮ್ಮನಹಳ್ಳಿ, ಜ.15: ಜ.15 ಕರ್ನಾಟಕ ಪ್ರದೇಶ ಕಾಂಗ್ರೆಸ್ ಅಧ್ಯಕ್ಷರ ಆದೇಶ ಮೇರೆಗೆ ವಿಜಯನಗರ ಜಿಲ್ಲಾ ಕಾಂಗ್ರೆಸ್ ವಕ್ತಾರರಾಗಿ ಹುಡೇದ್ ಗುರು ಬಸವರಾಜ್ ಆಯ್ಕೆಯಾಗಿದ್ದಾರೆ. ಕಾಂಗ್ರೆಸ್ ಸಿದ್ಧಾಂತಕ್ಕೆ ಬದ್ಧರಾಗಿ ನೀಡಿರುವ ಜವಾಬ್ದಾರಿಯನ್ನು ನಿರ್ವಹಿಸಿ ಪಕ್ಷದ ಸೂಚನೆ ಆಗುವಂತೆ ದಾನಿ ಪಕ್ಷ ಸಂಘಟನೆಯಲ್ಲಿ ತೊಡಗಿಸಿಕೊಳ್ಳಲು ಕೋರಲಾಗಿದೆ. ಜಿಲ್ಲಾ ಪಕ್ಷದ ವಕ್ತಾರರಾಗಿ ನೇಮಿಸಿರುವ ಕೆಪಿಸಿಸಿ ಅಧ್ಯಕ್ಷರಿಗೂ ಜಿಲ್ಲಾಧ್ಯಕ್ಷರಿಗೂ ಪ್ರತ್ಯೇಕವಾಗಿ ಧನ್ಯವಾದಗಳು ತಿಳಿಸುತ್ತಾ ನನಗೆ ಕೊಟ್ಟಿರುವ ಜವಾಬ್ದಾರಿ bbox=[52, 166, 266, 327]
swatch-black-75 bbox=[633, 2322, 656, 2338]
a6-top-rule bbox=[45, 1095, 766, 1097]
cmyk-left-c: C bbox=[19, 2045, 33, 2066]
a2-rule bbox=[403, 164, 766, 165]
swatch-yellow-25 bbox=[432, 2322, 454, 2338]
